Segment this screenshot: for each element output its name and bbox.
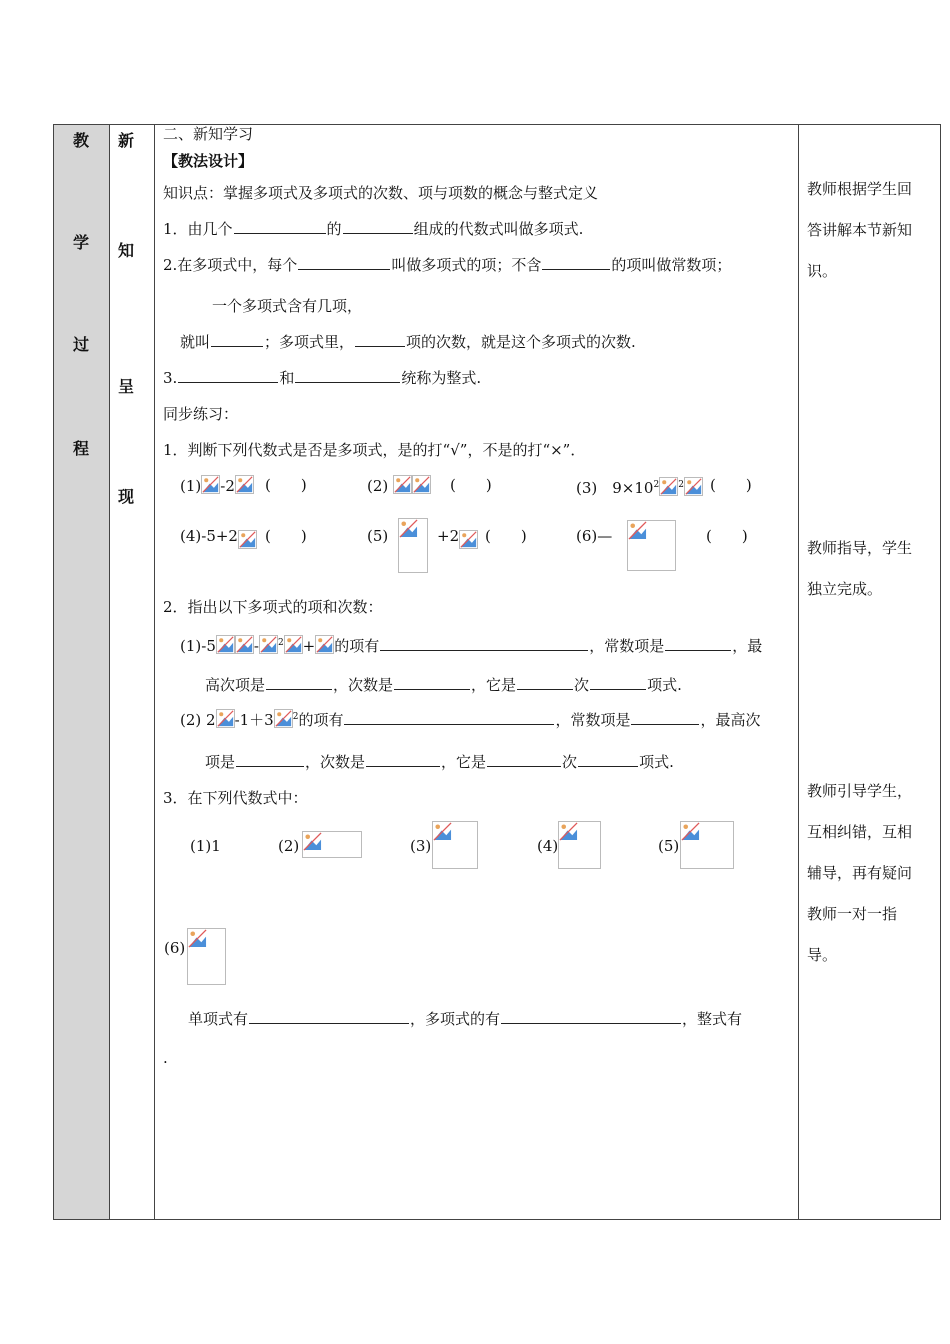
blank [487, 752, 561, 767]
broken-image-icon [284, 635, 303, 654]
question-3 [163, 368, 481, 388]
blank [578, 752, 638, 767]
p1-text-5b: +2 [437, 527, 460, 545]
broken-image-icon [235, 475, 254, 494]
p1-paren-3: ( ) [710, 476, 752, 494]
column-divider-2 [154, 125, 155, 1219]
p2-2-text-d: ，常数项是 [555, 711, 631, 729]
p2-2-text-c: 的项有 [298, 711, 344, 729]
q3-text-c: 统称为整式. [401, 369, 482, 387]
p1-item-6 [576, 526, 612, 546]
p2-2-exp: 2 [292, 712, 299, 722]
p2-1-text-a: (1)-5 [180, 637, 216, 655]
column-divider-3 [798, 125, 799, 1219]
note-3-line-1: 教师引导学生， [807, 782, 913, 800]
blank [501, 1009, 681, 1024]
blank [631, 710, 699, 725]
design-label: 【教法设计】 [163, 152, 254, 170]
p3-label-3: (3) [410, 837, 432, 855]
practice-2-prompt: 2．指出以下多项式的项和次数： [163, 598, 383, 616]
blank [665, 636, 731, 651]
p3-answer-text-c: ，整式有 [682, 1010, 743, 1028]
blank [380, 636, 588, 651]
question-2-line-2: 一个多项式含有几项， [212, 297, 363, 315]
p2-1-text-h: ，次数是 [333, 676, 394, 694]
phase-char-3: 呈 [118, 377, 135, 396]
broken-image-icon [399, 519, 418, 538]
p1-label-5: (5) [367, 527, 389, 545]
question-2-line-3 [180, 332, 636, 352]
broken-image-icon [315, 635, 334, 654]
p1-exp-3b: 2 [678, 480, 684, 490]
p2-1-text-c: + [302, 637, 316, 655]
p1-label-4: (4)-5+2 [180, 527, 238, 545]
broken-image-icon [235, 635, 254, 654]
p3-label-5: (5) [658, 837, 680, 855]
question-1 [163, 219, 583, 239]
p2-2-text-e: ，最高次 [700, 711, 761, 729]
blank [236, 752, 304, 767]
p3-label-2: (2) [278, 837, 300, 855]
broken-image-icon [659, 477, 678, 496]
blank [517, 675, 573, 690]
column-divider-1 [109, 125, 110, 1219]
p2-1-text-f: ，最 [732, 637, 763, 655]
broken-image-icon [201, 475, 220, 494]
broken-image-icon [216, 635, 235, 654]
lesson-table [53, 124, 941, 1220]
p2-1-text-d: 的项有 [334, 637, 380, 655]
p1-paren-4: ( ) [265, 527, 307, 545]
p2-2-text-j: 项式. [639, 753, 674, 771]
broken-image-icon [188, 929, 207, 948]
broken-image-icon [303, 832, 322, 851]
p1-item-5b [437, 526, 478, 549]
blank [344, 710, 554, 725]
q3-text-b: 和 [279, 369, 295, 387]
broken-image-icon [238, 530, 257, 549]
note-3-line-4: 教师一对一指 [807, 905, 898, 923]
blank [590, 675, 646, 690]
p1-paren-5: ( ) [485, 527, 527, 545]
p2-1-line-1 [180, 633, 762, 656]
note-3-line-2: 互相纠错，互相 [807, 823, 913, 841]
p3-label-6: (6) [164, 939, 186, 957]
stage-char-2: 学 [73, 233, 90, 252]
note-1-line-1: 教师根据学生回 [807, 180, 913, 198]
knowledge-point: 知识点：掌握多项式及多项式的次数、项与项数的概念与整式定义 [163, 184, 599, 202]
p3-label-4: (4) [537, 837, 559, 855]
p1-item-4 [180, 526, 257, 549]
q1-text-a: 1．由几个 [163, 220, 233, 238]
p3-image-frame-3 [432, 821, 478, 869]
broken-image-icon [216, 709, 235, 728]
phase-char-1: 新 [118, 131, 135, 150]
q2l3-text-c: 项的次数，就是这个多项式的次数. [406, 333, 636, 351]
q1-text-c: 组成的代数式叫做多项式. [413, 220, 584, 238]
p1-text-6b: — [597, 527, 613, 545]
blank [343, 219, 413, 234]
blank [295, 368, 400, 383]
p2-2-line-1 [180, 707, 761, 730]
p1-paren-2: ( ) [450, 476, 492, 494]
broken-image-icon [433, 822, 452, 841]
q2-text-a: 2.在多项式中，每个 [163, 256, 298, 274]
p1-label-1: (1) [180, 477, 202, 495]
q2-text-b: 叫做多项式的项；不含 [391, 256, 542, 274]
p1-paren-1: ( ) [265, 476, 307, 494]
p3-image-frame-5 [680, 821, 734, 869]
p2-1-text-j: 次 [574, 676, 590, 694]
p2-2-text-f: 项是 [205, 753, 236, 771]
p2-1-text-e: ，常数项是 [589, 637, 665, 655]
note-1-line-2: 答讲解本节新知 [807, 221, 913, 239]
p2-2-text-a: (2) 2 [180, 711, 216, 729]
broken-image-icon [274, 709, 293, 728]
p3-answer-text-a: 单项式有 [188, 1010, 249, 1028]
q2-text-c: 的项叫做常数项； [611, 256, 732, 274]
p2-2-line-2 [205, 752, 674, 772]
blank [394, 675, 470, 690]
broken-image-icon [393, 475, 412, 494]
p1-paren-6: ( ) [706, 527, 748, 545]
blank [542, 255, 610, 270]
p2-2-text-i: 次 [562, 753, 578, 771]
broken-image-icon [681, 822, 700, 841]
blank [366, 752, 440, 767]
p3-image-frame-2 [302, 831, 362, 858]
blank [178, 368, 278, 383]
blank [249, 1009, 409, 1024]
broken-image-icon [259, 635, 278, 654]
note-1-line-3: 识。 [807, 262, 838, 280]
broken-image-icon [628, 521, 647, 540]
p1-label-6: (6) [576, 527, 598, 545]
phase-char-4: 现 [118, 487, 135, 506]
p1-text-3b: 9×10 [612, 479, 654, 497]
p1-image-frame-5 [398, 518, 428, 573]
blank [234, 219, 326, 234]
note-2-line-1: 教师指导，学生 [807, 539, 913, 557]
p1-item-2 [367, 475, 431, 496]
p2-1-text-k: 项式. [647, 676, 682, 694]
p3-image-frame-4 [558, 821, 601, 869]
stage-column-shade [54, 125, 109, 1219]
p3-item-1: (1)1 [190, 837, 221, 855]
p1-label-3: (3) [576, 479, 598, 497]
blank [211, 332, 263, 347]
stage-char-3: 过 [73, 335, 90, 354]
p1-image-frame-6 [627, 520, 676, 571]
p1-exp-3: 2 [653, 480, 660, 490]
p2-2-text-h: ，它是 [441, 753, 487, 771]
p1-text-1b: -2 [220, 477, 235, 495]
note-3-line-3: 辅导，再有疑问 [807, 864, 913, 882]
q1-text-b: 的 [326, 220, 342, 238]
q3-text-a: 3. [163, 369, 178, 387]
practice-3-prompt: 3．在下列代数式中： [163, 789, 308, 807]
p3-end-dot: . [163, 1049, 168, 1067]
p3-answer-text-b: ，多项式的有 [410, 1010, 501, 1028]
practice-1-prompt: 1．判断下列代数式是否是多项式，是的打“√”，不是的打“×”． [163, 441, 586, 459]
phase-char-2: 知 [118, 241, 135, 260]
note-3-line-5: 导。 [807, 946, 838, 964]
p1-label-2: (2) [367, 477, 389, 495]
stage-char-4: 程 [73, 439, 90, 458]
broken-image-icon [459, 530, 478, 549]
question-2 [163, 255, 731, 275]
q2l3-text-a: 就叫 [180, 333, 211, 351]
stage-char-1: 教 [73, 131, 90, 150]
blank [355, 332, 405, 347]
blank [298, 255, 390, 270]
p2-1-line-2 [205, 675, 682, 695]
p2-1-text-g: 高次项是 [205, 676, 266, 694]
p1-item-3 [576, 475, 703, 498]
broken-image-icon [684, 477, 703, 496]
p1-item-1 [180, 475, 254, 496]
broken-image-icon [412, 475, 431, 494]
p2-1-exp: 2 [277, 638, 284, 648]
section-title: 二、新知学习 [163, 125, 254, 143]
p2-1-text-b: - [253, 637, 259, 655]
practice-label: 同步练习： [163, 405, 239, 423]
p3-answer-line [188, 1009, 742, 1029]
blank [266, 675, 332, 690]
broken-image-icon [559, 822, 578, 841]
q2l3-text-b: ；多项式里， [264, 333, 355, 351]
p2-2-text-g: ，次数是 [305, 753, 366, 771]
note-2-line-2: 独立完成。 [807, 580, 883, 598]
p3-image-frame-6 [187, 928, 226, 985]
p2-1-text-i: ，它是 [471, 676, 517, 694]
p2-2-text-b: -1＋3 [234, 711, 274, 729]
